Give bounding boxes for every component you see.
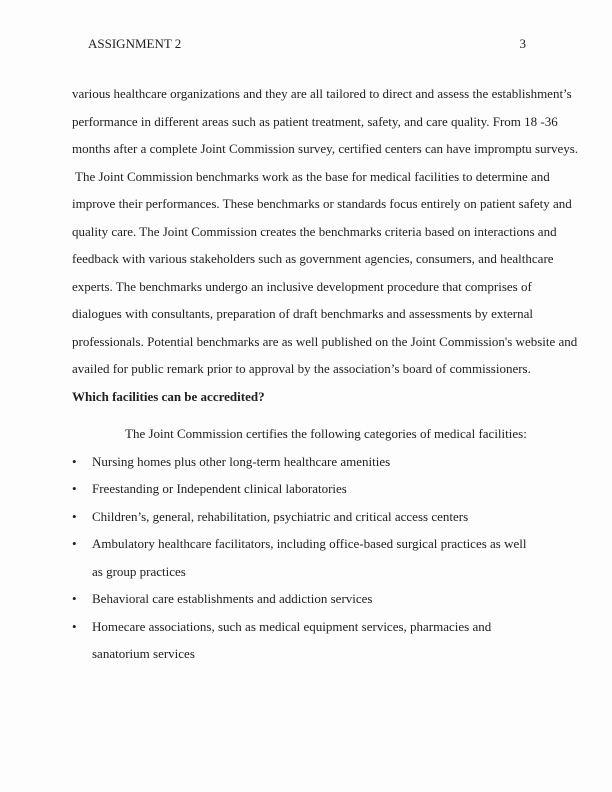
list-item [72,503,540,531]
paragraph-line: experts. The benchmarks undergo an inclusive development procedure that comprises of [72,278,532,294]
running-head: ASSIGNMENT 2 [88,36,182,51]
section-heading: Which facilities can be accredited? [72,388,265,404]
list-item-text: Freestanding or Independent clinical laboratories [92,481,347,496]
page-header [88,36,526,52]
bullet-icon: • [72,618,77,634]
bullet-icon: • [72,536,77,551]
list-item-text: Homecare associations, such as medical equipment services, pharmacies and sanatorium services [92,618,492,661]
bullet-icon: • [72,508,77,524]
list-item [72,585,540,613]
paragraph-line: performance in different areas such as patient treatment, safety, and care quality. From 18 -36 [72,113,558,129]
paragraph-line: The Joint Commission benchmarks work as the base for medical facilities to determine and [72,168,550,184]
paragraph-line: quality care. The Joint Commission creates the benchmarks criteria based on interactions and [72,223,557,239]
list-item-text: Nursing homes plus other long-term healthcare amenities [92,453,391,469]
main-paragraph [72,80,579,383]
paragraph-line: dialogues with consultants, preparation of draft benchmarks and assessments by external [72,306,534,321]
paragraph-line: professionals. Potential benchmarks are as well published on the Joint Commission's website and [72,333,578,349]
list-item [72,530,540,585]
paragraph-line: improve their performances. These benchmarks or standards focus entirely on patient safety and [72,196,572,211]
list-item [72,448,540,476]
list-item [72,475,540,503]
paragraph-line: feedback with various stakeholders such as government agencies, consumers, and healthcare [72,251,554,266]
paragraph-line: availed for public remark prior to approval by the association’s board of commissioners. [72,361,531,376]
list-item-text: Behavioral care establishments and addiction services [92,591,373,606]
bullet-icon: • [72,591,77,606]
bullet-icon: • [72,453,77,469]
paragraph-line: various healthcare organizations and they are all tailored to direct and assess the establishment’s [72,86,572,101]
document-body [72,80,579,668]
page-number: 3 [519,36,526,51]
list-item [72,613,540,668]
list-item-text: Ambulatory healthcare facilitators, including office-based surgical practices as well as group practices [92,536,527,579]
list-item-text: Children’s, general, rehabilitation, psychiatric and critical access centers [92,508,469,524]
list-intro-line: The Joint Commission certifies the following categories of medical facilities: [125,426,527,441]
paragraph-line: months after a complete Joint Commission survey, certified centers can have impromptu surveys. [72,141,579,156]
facilities-bullet-list [72,448,540,668]
bullet-icon: • [72,481,77,496]
